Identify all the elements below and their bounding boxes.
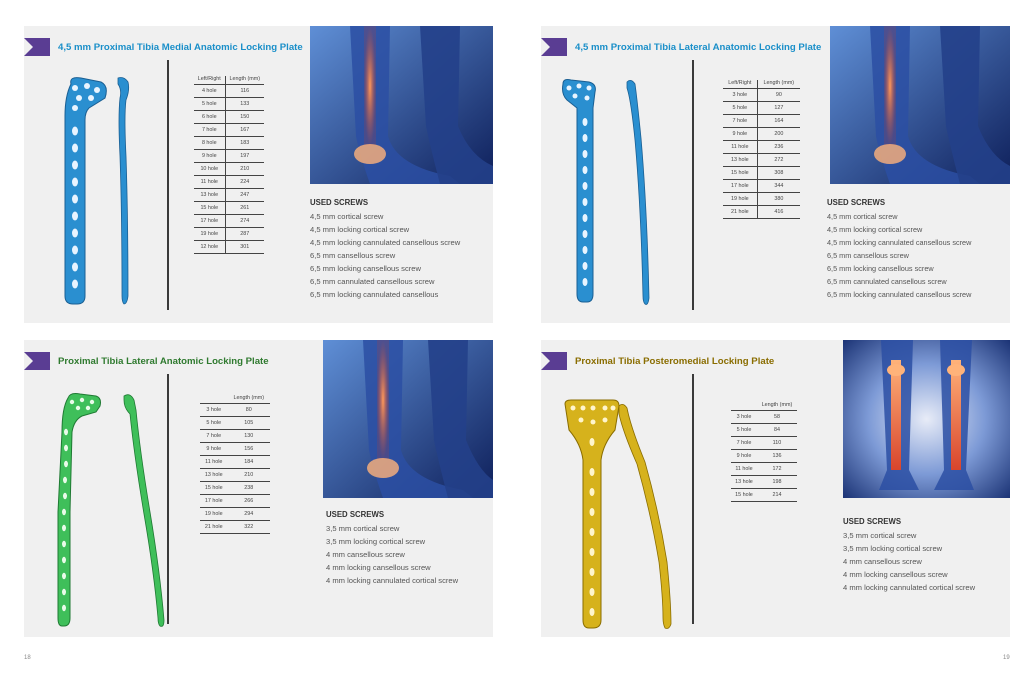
panel-title-bar	[24, 38, 303, 56]
table-row	[194, 240, 264, 253]
panel-lateral-plate-45	[541, 26, 1010, 323]
table-row	[731, 488, 797, 501]
used-screws-heading: USED SCREWS	[827, 198, 886, 207]
length-cell: 105	[228, 416, 270, 429]
length-cell: 344	[757, 179, 800, 192]
panel-medial-plate	[24, 26, 493, 323]
length-table	[194, 76, 264, 254]
length-cell: 110	[757, 436, 797, 449]
hole-count-cell: 5 hole	[200, 416, 228, 429]
table-row	[731, 423, 797, 436]
table-row	[194, 188, 264, 201]
screw-item: 4 mm cansellous screw	[843, 557, 922, 566]
screw-item: 4 mm locking cannulated cortical screw	[843, 583, 976, 592]
table-row	[194, 136, 264, 149]
panel-title-bar	[24, 352, 269, 370]
hole-count-cell: 7 hole	[731, 436, 757, 449]
divider-line	[167, 374, 169, 624]
col-header-length: Length (mm)	[757, 402, 797, 410]
used-screws-block	[326, 510, 458, 587]
hole-count-cell: 3 hole	[723, 88, 757, 101]
table-row	[194, 227, 264, 240]
purple-flag-icon	[24, 352, 50, 370]
length-cell: 184	[228, 455, 270, 468]
length-cell: 287	[225, 227, 264, 240]
table-row	[200, 429, 270, 442]
screw-item: 4,5 mm locking cortical screw	[310, 225, 410, 234]
length-cell: 210	[228, 468, 270, 481]
table-row	[200, 403, 270, 416]
col-header-length: Length (mm)	[228, 395, 270, 403]
used-screws-block	[310, 198, 460, 301]
table-row	[194, 110, 264, 123]
hole-count-cell: 8 hole	[194, 136, 225, 149]
panel-title-bar	[541, 38, 821, 56]
col-header-left-right: Left/Right	[194, 76, 225, 84]
plate-side-image	[120, 392, 170, 637]
screw-item: 4,5 mm locking cannulated cansellous screw	[310, 238, 461, 247]
plate-side-image	[617, 402, 677, 637]
panel-posteromedial-plate	[541, 340, 1010, 637]
screw-item: 4,5 mm cortical screw	[827, 212, 898, 221]
table-row	[723, 166, 800, 179]
screw-item: 3,5 mm cortical screw	[326, 524, 400, 533]
divider-line	[167, 60, 169, 310]
length-cell: 197	[225, 149, 264, 162]
plate-front-image	[559, 78, 619, 313]
length-table	[200, 395, 270, 534]
table-row	[731, 410, 797, 423]
screw-item: 6,5 mm cansellous screw	[827, 251, 909, 260]
length-cell: 164	[757, 114, 800, 127]
screw-item: 6,5 mm cannulated cansellous screw	[827, 277, 947, 286]
hole-count-cell: 3 hole	[200, 403, 228, 416]
plate-side-image	[112, 76, 142, 311]
screw-item: 6,5 mm cannulated cansellous screw	[310, 277, 435, 286]
length-cell: 214	[757, 488, 797, 501]
hole-count-cell: 13 hole	[723, 153, 757, 166]
used-screws-heading: USED SCREWS	[310, 198, 369, 207]
table-row	[194, 214, 264, 227]
length-cell: 308	[757, 166, 800, 179]
divider-line	[692, 60, 694, 310]
hole-count-cell: 11 hole	[194, 175, 225, 188]
length-cell: 224	[225, 175, 264, 188]
plate-side-image	[625, 78, 665, 313]
length-cell: 416	[757, 205, 800, 218]
length-cell: 127	[757, 101, 800, 114]
table-row	[723, 192, 800, 205]
length-table	[723, 80, 800, 219]
panel-title-bar	[541, 352, 774, 370]
length-cell: 198	[757, 475, 797, 488]
length-cell: 210	[225, 162, 264, 175]
table-row	[723, 179, 800, 192]
table-row	[194, 97, 264, 110]
hole-count-cell: 15 hole	[200, 481, 228, 494]
legs-xray-photo	[843, 340, 1010, 498]
table-row	[194, 84, 264, 97]
length-cell: 261	[225, 201, 264, 214]
length-cell: 266	[228, 494, 270, 507]
plate-front-image	[56, 392, 116, 637]
hole-count-cell: 7 hole	[194, 123, 225, 136]
table-row	[194, 162, 264, 175]
length-cell: 380	[757, 192, 800, 205]
length-cell: 301	[225, 240, 264, 253]
length-cell: 90	[757, 88, 800, 101]
table-row	[194, 149, 264, 162]
length-cell: 80	[228, 403, 270, 416]
screw-item: 6,5 mm locking cannulated cansellous	[310, 290, 439, 299]
length-cell: 236	[757, 140, 800, 153]
screw-item: 4,5 mm locking cortical screw	[827, 225, 923, 234]
length-cell: 183	[225, 136, 264, 149]
screw-item: 4 mm locking cannulated cortical screw	[326, 576, 459, 585]
leg-xray-photo	[310, 26, 493, 184]
plate-front-image	[563, 400, 623, 635]
hole-count-cell: 9 hole	[731, 449, 757, 462]
screw-item: 3,5 mm locking cortical screw	[843, 544, 943, 553]
hole-count-cell: 7 hole	[200, 429, 228, 442]
hole-count-cell: 4 hole	[194, 84, 225, 97]
screw-item: 4 mm locking cansellous screw	[326, 563, 431, 572]
screw-item: 6,5 mm locking cannulated cansellous screw	[827, 290, 972, 299]
length-cell: 116	[225, 84, 264, 97]
hole-count-cell: 17 hole	[723, 179, 757, 192]
screw-item: 4,5 mm locking cannulated cansellous screw	[827, 238, 972, 247]
hole-count-cell: 7 hole	[723, 114, 757, 127]
hole-count-cell: 19 hole	[200, 507, 228, 520]
col-header-length: Length (mm)	[757, 80, 800, 88]
screw-item: 6,5 mm locking cansellous screw	[827, 264, 934, 273]
hole-count-cell: 21 hole	[200, 520, 228, 533]
used-screws-block	[843, 517, 975, 594]
length-cell: 238	[228, 481, 270, 494]
screw-item: 3,5 mm locking cortical screw	[326, 537, 426, 546]
page-number-right: 19	[1003, 655, 1010, 661]
length-cell: 200	[757, 127, 800, 140]
table-row	[723, 205, 800, 218]
panel-title: 4,5 mm Proximal Tibia Medial Anatomic Locking Plate	[58, 41, 303, 53]
length-cell: 58	[757, 410, 797, 423]
hole-count-cell: 13 hole	[731, 475, 757, 488]
table-row	[731, 449, 797, 462]
hole-count-cell: 17 hole	[194, 214, 225, 227]
screw-item: 6,5 mm locking cansellous screw	[310, 264, 421, 273]
leg-xray-photo	[830, 26, 1010, 184]
hole-count-cell: 5 hole	[723, 101, 757, 114]
length-cell: 247	[225, 188, 264, 201]
length-cell: 294	[228, 507, 270, 520]
hole-count-cell: 10 hole	[194, 162, 225, 175]
table-row	[200, 481, 270, 494]
screw-item: 6,5 mm cansellous screw	[310, 251, 396, 260]
length-cell: 136	[757, 449, 797, 462]
hole-count-cell: 5 hole	[194, 97, 225, 110]
length-table	[731, 402, 797, 502]
used-screws-heading: USED SCREWS	[326, 510, 385, 519]
purple-flag-icon	[541, 352, 567, 370]
panel-title: 4,5 mm Proximal Tibia Lateral Anatomic Locking Plate	[575, 41, 822, 53]
table-row	[723, 114, 800, 127]
page-number-left: 18	[24, 655, 31, 661]
hole-count-cell: 12 hole	[194, 240, 225, 253]
used-screws-heading: USED SCREWS	[843, 517, 902, 526]
table-row	[723, 127, 800, 140]
length-cell: 150	[225, 110, 264, 123]
table-row	[731, 475, 797, 488]
panel-lateral-plate	[24, 340, 493, 637]
table-row	[200, 494, 270, 507]
hole-count-cell: 13 hole	[194, 188, 225, 201]
used-screws-block	[827, 198, 971, 301]
table-row	[200, 416, 270, 429]
col-header-length: Length (mm)	[225, 76, 264, 84]
purple-flag-icon	[24, 38, 50, 56]
hole-count-cell: 15 hole	[723, 166, 757, 179]
length-cell: 133	[225, 97, 264, 110]
hole-count-cell: 13 hole	[200, 468, 228, 481]
length-cell: 130	[228, 429, 270, 442]
table-row	[194, 175, 264, 188]
hole-count-cell: 21 hole	[723, 205, 757, 218]
length-cell: 274	[225, 214, 264, 227]
hole-count-cell: 15 hole	[194, 201, 225, 214]
length-cell: 322	[228, 520, 270, 533]
length-cell: 172	[757, 462, 797, 475]
hole-count-cell: 5 hole	[731, 423, 757, 436]
table-row	[723, 101, 800, 114]
length-cell: 84	[757, 423, 797, 436]
table-row	[194, 201, 264, 214]
length-cell: 167	[225, 123, 264, 136]
hole-count-cell: 9 hole	[200, 442, 228, 455]
table-row	[723, 88, 800, 101]
hole-count-cell: 19 hole	[194, 227, 225, 240]
table-row	[200, 455, 270, 468]
col-header-left-right: Left/Right	[723, 80, 757, 88]
hole-count-cell: 6 hole	[194, 110, 225, 123]
hole-count-cell: 3 hole	[731, 410, 757, 423]
table-row	[731, 462, 797, 475]
length-cell: 156	[228, 442, 270, 455]
screw-item: 4,5 mm cortical screw	[310, 212, 384, 221]
hole-count-cell: 11 hole	[200, 455, 228, 468]
hole-count-cell: 11 hole	[731, 462, 757, 475]
screw-item: 4 mm locking cansellous screw	[843, 570, 948, 579]
hole-count-cell: 17 hole	[200, 494, 228, 507]
hole-count-cell: 11 hole	[723, 140, 757, 153]
table-row	[723, 140, 800, 153]
table-row	[200, 468, 270, 481]
leg-xray-photo	[323, 340, 493, 498]
screw-item: 4 mm cansellous screw	[326, 550, 405, 559]
table-row	[723, 153, 800, 166]
table-row	[731, 436, 797, 449]
divider-line	[692, 374, 694, 624]
screw-item: 3,5 mm cortical screw	[843, 531, 917, 540]
table-row	[194, 123, 264, 136]
hole-count-cell: 19 hole	[723, 192, 757, 205]
plate-front-image	[49, 76, 109, 311]
length-cell: 272	[757, 153, 800, 166]
table-row	[200, 520, 270, 533]
panel-title: Proximal Tibia Lateral Anatomic Locking Plate	[58, 355, 269, 367]
hole-count-cell: 9 hole	[194, 149, 225, 162]
table-row	[200, 507, 270, 520]
hole-count-cell: 9 hole	[723, 127, 757, 140]
purple-flag-icon	[541, 38, 567, 56]
hole-count-cell: 15 hole	[731, 488, 757, 501]
panel-title: Proximal Tibia Posteromedial Locking Plate	[575, 355, 775, 367]
table-row	[200, 442, 270, 455]
